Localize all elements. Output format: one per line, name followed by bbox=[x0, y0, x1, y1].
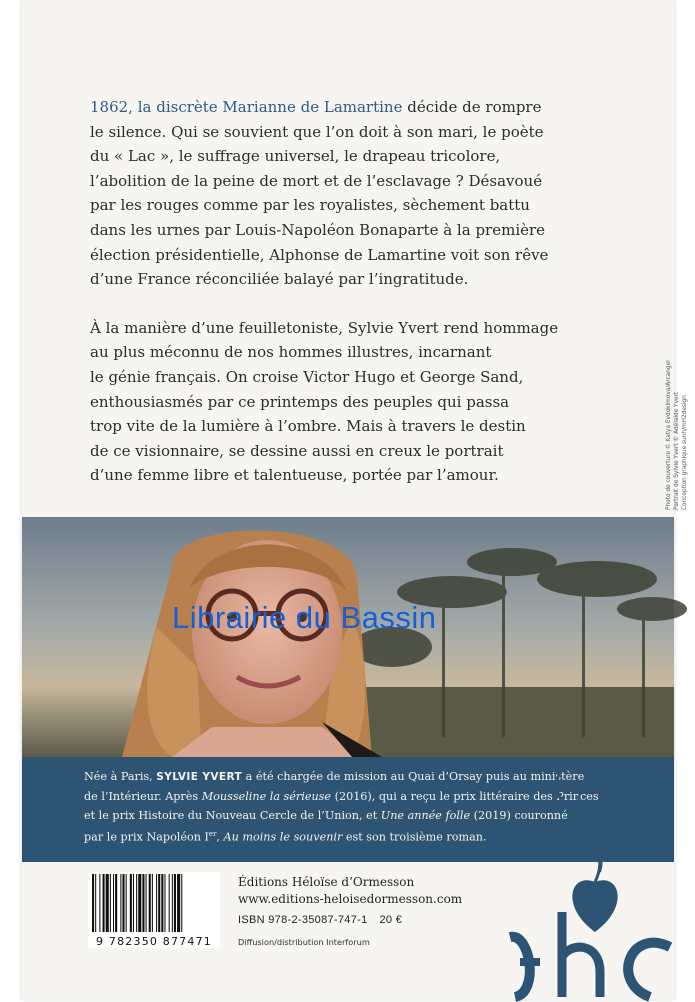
blurb-paragraph-2: À la manière d’une feuilletoniste, Sylvie Yvert rend hommage au plus méconnu de nos hommes illustres, incarnant le génie français. On croise Victor Hugo et George Sand, enthousiasmés par ce printemps des peuples qui passa trop vite de la lumière à l’ombre. Mais à travers le destin de ce visionnaire, se dessine aussi en creux le portrait d’une femme libre et talentueuse, portée par l’amour. bbox=[90, 318, 559, 485]
author-name: SYLVIE YVERT bbox=[156, 771, 243, 783]
publisher-logo bbox=[500, 732, 680, 1002]
isbn-price-line bbox=[238, 912, 498, 929]
blurb-text bbox=[90, 95, 620, 512]
isbn: ISBN 978-2-35087-747-1 bbox=[238, 914, 368, 926]
book-back-cover bbox=[22, 0, 688, 1000]
barcode-number: 9 782350 877471 bbox=[88, 934, 220, 948]
publisher-website: www.editions-heloisedormesson.com bbox=[238, 892, 463, 906]
book-title: Au moins le souvenir bbox=[223, 830, 343, 844]
price: 20 € bbox=[379, 914, 403, 926]
publisher-info bbox=[238, 874, 498, 951]
book-title: Une année folle bbox=[380, 809, 471, 822]
portrait-illustration bbox=[22, 517, 674, 757]
author-bio: Née à Paris, SYLVIE YVERT a été chargée de mission au Quai d’Orsay puis au ministère de l’Intérieur. Après Mousseline la sérieuse (2016), qui a reçu le prix littéraire des Princes et le prix Histoire du Nouveau Cercle de l’Union, et Une année folle (2019) couronné par le prix Napoléon Ier, Au moins le souvenir est son troisième roman. bbox=[84, 770, 599, 844]
book-title: Mousseline la sérieuse bbox=[201, 790, 332, 803]
barcode bbox=[88, 872, 220, 952]
barcode-bars bbox=[88, 872, 220, 936]
back-cover-footer bbox=[22, 862, 674, 1000]
distribution-info: Diffusion/distribution Interforum bbox=[238, 937, 370, 947]
publisher-name: Éditions Héloïse d’Ormesson bbox=[238, 875, 415, 889]
blurb-paragraph-1: 1862, la discrète Marianne de Lamartine décide de rompre le silence. Qui se souvient que l’on doit à son mari, le poète du « Lac », le suffrage universel, le drapeau tricolore, l’abolition de la peine de mort et de l’esclavage ? Désavoué par les rouges comme par les royalistes, sèchement battu dans les urnes par Louis-Napoléon Bonaparte à la première élection présidentielle, Alphonse de Lamartine voit son rêve d’une France réconciliée balayé par l’ingratitude. bbox=[90, 98, 549, 289]
photo-credits: Photo de couverture © Katya Evdokimova/Arcangel Portrait de Sylvie Yvert © Adélaïde Yvert Conception graphique sunh/mH2design bbox=[666, 360, 688, 510]
watermark-text: Librairie du Bassin bbox=[172, 600, 437, 635]
author-portrait bbox=[22, 517, 674, 757]
blurb-highlight: 1862, la discrète Marianne de Lamartine bbox=[90, 98, 403, 116]
